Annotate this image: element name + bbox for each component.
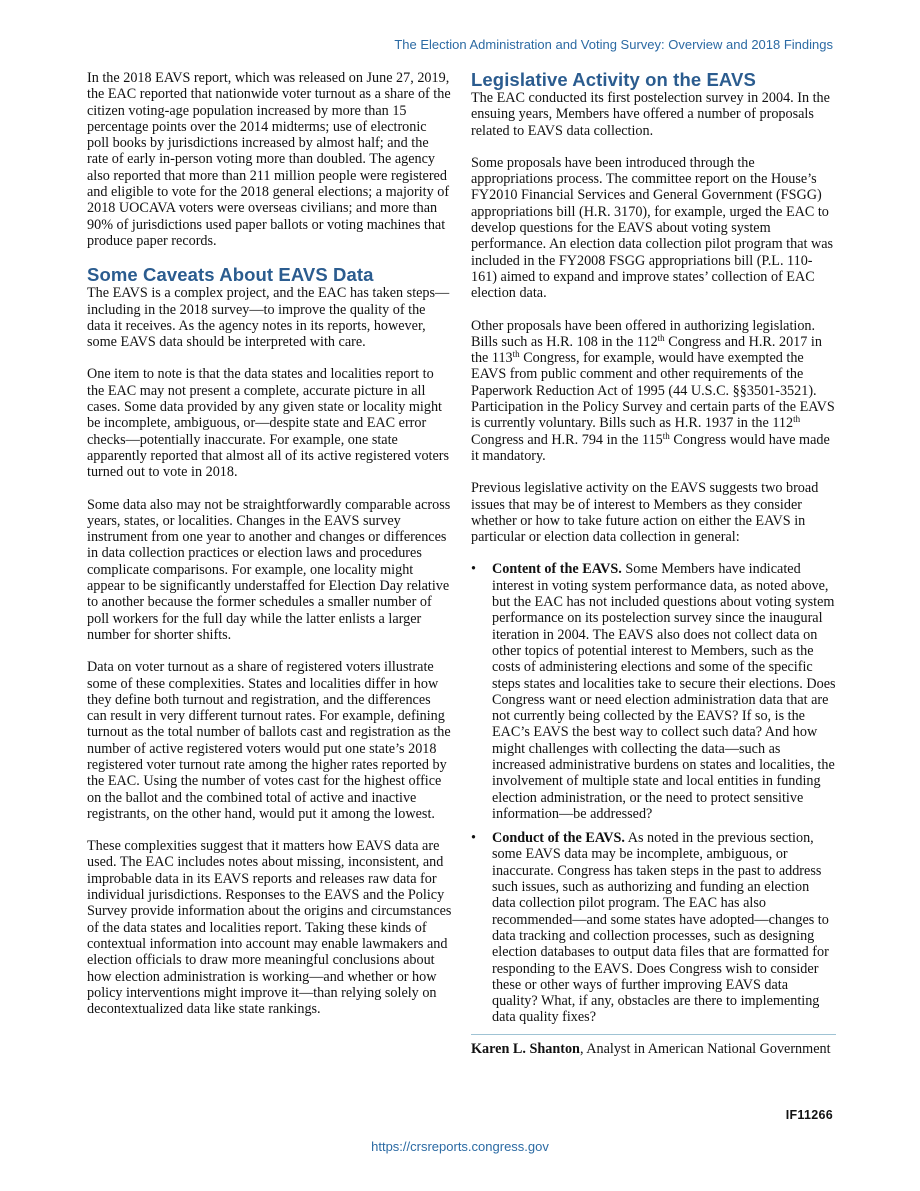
list-item-title: Conduct of the EAVS.: [492, 830, 625, 847]
document-id: IF11266: [785, 1108, 833, 1122]
superscript: th: [657, 332, 665, 343]
list-item: [471, 561, 836, 822]
author-title: , Analyst in American National Government: [579, 1040, 831, 1057]
issues-list: [471, 561, 836, 1025]
right-column: [471, 70, 836, 1057]
section-heading-legislative: Legislative Activity on the EAVS: [471, 69, 756, 90]
list-item-text: As noted in the previous section, some EAVS data may be incomplete, ambiguous, or inaccurate. Congress has taken steps in the past to address such issues, such as authorizing and funding an election data collection pilot program. The EAC has also recommended—and some states have adopted—changes to data tracking and collection processes, such as designing election databases to output data files that are formatted for responding to the EAVS. Does Congress wish to consider these or other ways of further improving EAVS data quality? What, if any, obstacles are there to implementing data quality fixes?: [492, 830, 829, 1026]
bullet-icon: •: [471, 561, 476, 578]
superscript: th: [793, 414, 801, 425]
legislative-paragraph-4: Previous legislative activity on the EAVS suggests two broad issues that may be of interest to Members as they consider whether or how to take future action on either the EAVS in particular or election data collection in general:: [471, 480, 819, 546]
text-run: Congress and H.R. 794 in the 115: [471, 431, 663, 448]
bullet-icon: •: [471, 830, 476, 847]
left-column: [87, 70, 452, 1017]
list-item-text: Some Members have indicated interest in voting system performance data, as noted above, but the EAC has not included questions about voting system performance on its postelection survey since the inaugural iteration in 2004. The EAVS also does not collect data on other topics of potential interest to Members, such as the costs of administering elections and some of the specific steps states and localities take to secure their elections. Does Congress want or need election administration data that are not currently being collected by the EAVS? If so, is the EAC’s EAVS the best way to collect such data? And how might challenges with collecting the data—such as increased administrative burdens on states and localities, the involvement of multiple state and local entities in funding election administration, or the need to protect sensitive information—be addressed?: [492, 561, 836, 822]
legislative-paragraph-1: The EAC conducted its first postelection survey in 2004. In the ensuing years, Members have offered a number of proposals related to EAVS data collection.: [471, 90, 830, 139]
legislative-paragraph-3: [471, 318, 836, 465]
running-header: The Election Administration and Voting Survey: Overview and 2018 Findings: [394, 37, 833, 52]
caveats-paragraph-4: Data on voter turnout as a share of registered voters illustrate some of these complexities. States and localities differ in how they define both turnout and registration, and the differences can result in very different turnout rates. For example, defining turnout as the total number of ballots cast and registration as the number of active registered voters would put one state’s 2018 registered voter turnout rate among the higher rates reported by the EAC. Using the number of votes cast for the highest office on the ballot and the combined total of active and inactive registrants, on the other hand, would put it among the lowest.: [87, 659, 451, 822]
legislative-paragraph-2: Some proposals have been introduced through the appropriations process. The committee report on the House’s FY2010 Financial Services and General Government (FSGG) appropriations bill (H.R. 3170), for example, urged the EAC to develop questions for the EAVS about voting system performance. An election data collection pilot program that was included in the FY2008 FSGG appropriations bill (P.L. 110-161) aimed to expand and improve states’ collection of EAC election data.: [471, 154, 834, 302]
footer-link[interactable]: https://crsreports.congress.gov: [371, 1139, 549, 1154]
superscript: th: [662, 430, 670, 441]
caveats-paragraph-5: These complexities suggest that it matters how EAVS data are used. The EAC includes notes about missing, inconsistent, and improbable data in its EAVS reports and releases raw data for individual jurisdictions. Responses to the EAVS and the Policy Survey provide information about the origins and circumstances of the data states and localities report. Taking these kinds of contextual information into account may enable lawmakers and election officials to draw more meaningful conclusions about how election administration is working—and whether or how policy interventions might improve it—than relying solely on decontextualized data like state rankings.: [87, 838, 452, 1018]
author-name: Karen L. Shanton: [471, 1040, 580, 1057]
text-run: Other proposals have been offered in authorizing legislation. Bills such as H.R. 108 in the 112: [471, 317, 816, 350]
section-heading-caveats: Some Caveats About EAVS Data: [87, 264, 374, 286]
text-run: Congress, for example, would have exempted the EAVS from public comment and other requirements of the Paperwork Reduction Act of 1995 (44 U.S.C. §§3501-3521). Participation in the Policy Survey and certain parts of the EAVS is currently voluntary. Bills such as H.R. 1937 in the 112: [471, 350, 835, 432]
caveats-paragraph-2: One item to note is that the data states and localities report to the EAC may not present a complete, accurate picture in all cases. Some data provided by any given state or locality might be incomplete, ambiguous, or—despite state and EAC error checks—potentially inaccurate. For example, one state apparently reported that almost all of its active registered voters turned out to vote in 2018.: [87, 366, 450, 481]
caveats-paragraph-3: Some data also may not be straightforwardly comparable across years, states, or localities. Changes in the EAVS survey instrument from one year to another and changes or differences in data collection practices or election laws and procedures complicate comparisons. For example, one locality might appear to be significantly understaffed for Election Day relative to another because the former schedules a smaller number of poll workers for the full day while the latter enlists a larger number for shorter shifts.: [87, 496, 451, 643]
text-run: Congress would have made it mandatory.: [471, 431, 830, 464]
intro-paragraph: In the 2018 EAVS report, which was released on June 27, 2019, the EAC reported that nationwide voter turnout as a share of the citizen voting-age population increased by more than 15 percentage points over the 2014 midterms; use of electronic poll books by jurisdictions increased by almost half; and the rate of early in-person voting more than doubled. The agency also reported that more than 211 million people were registered and eligible to vote for the 2018 general elections; a majority of 2018 UOCAVA voters were overseas civilians; and more than 90% of jurisdictions used paper ballots or voting machines that produce paper records.: [87, 70, 451, 249]
author-credit: [471, 1041, 836, 1057]
list-item: [471, 830, 836, 1026]
superscript: th: [512, 349, 520, 360]
text-run: Congress and H.R. 2017 in the 113: [471, 333, 822, 367]
caveats-paragraph-1: The EAVS is a complex project, and the EAC has taken steps—including in the 2018 survey—to improve the quality of the data it receives. As the agency notes in its reports, however, some EAVS data should be interpreted with care.: [87, 285, 450, 351]
divider: [471, 1034, 836, 1035]
list-item-title: Content of the EAVS.: [492, 561, 622, 578]
